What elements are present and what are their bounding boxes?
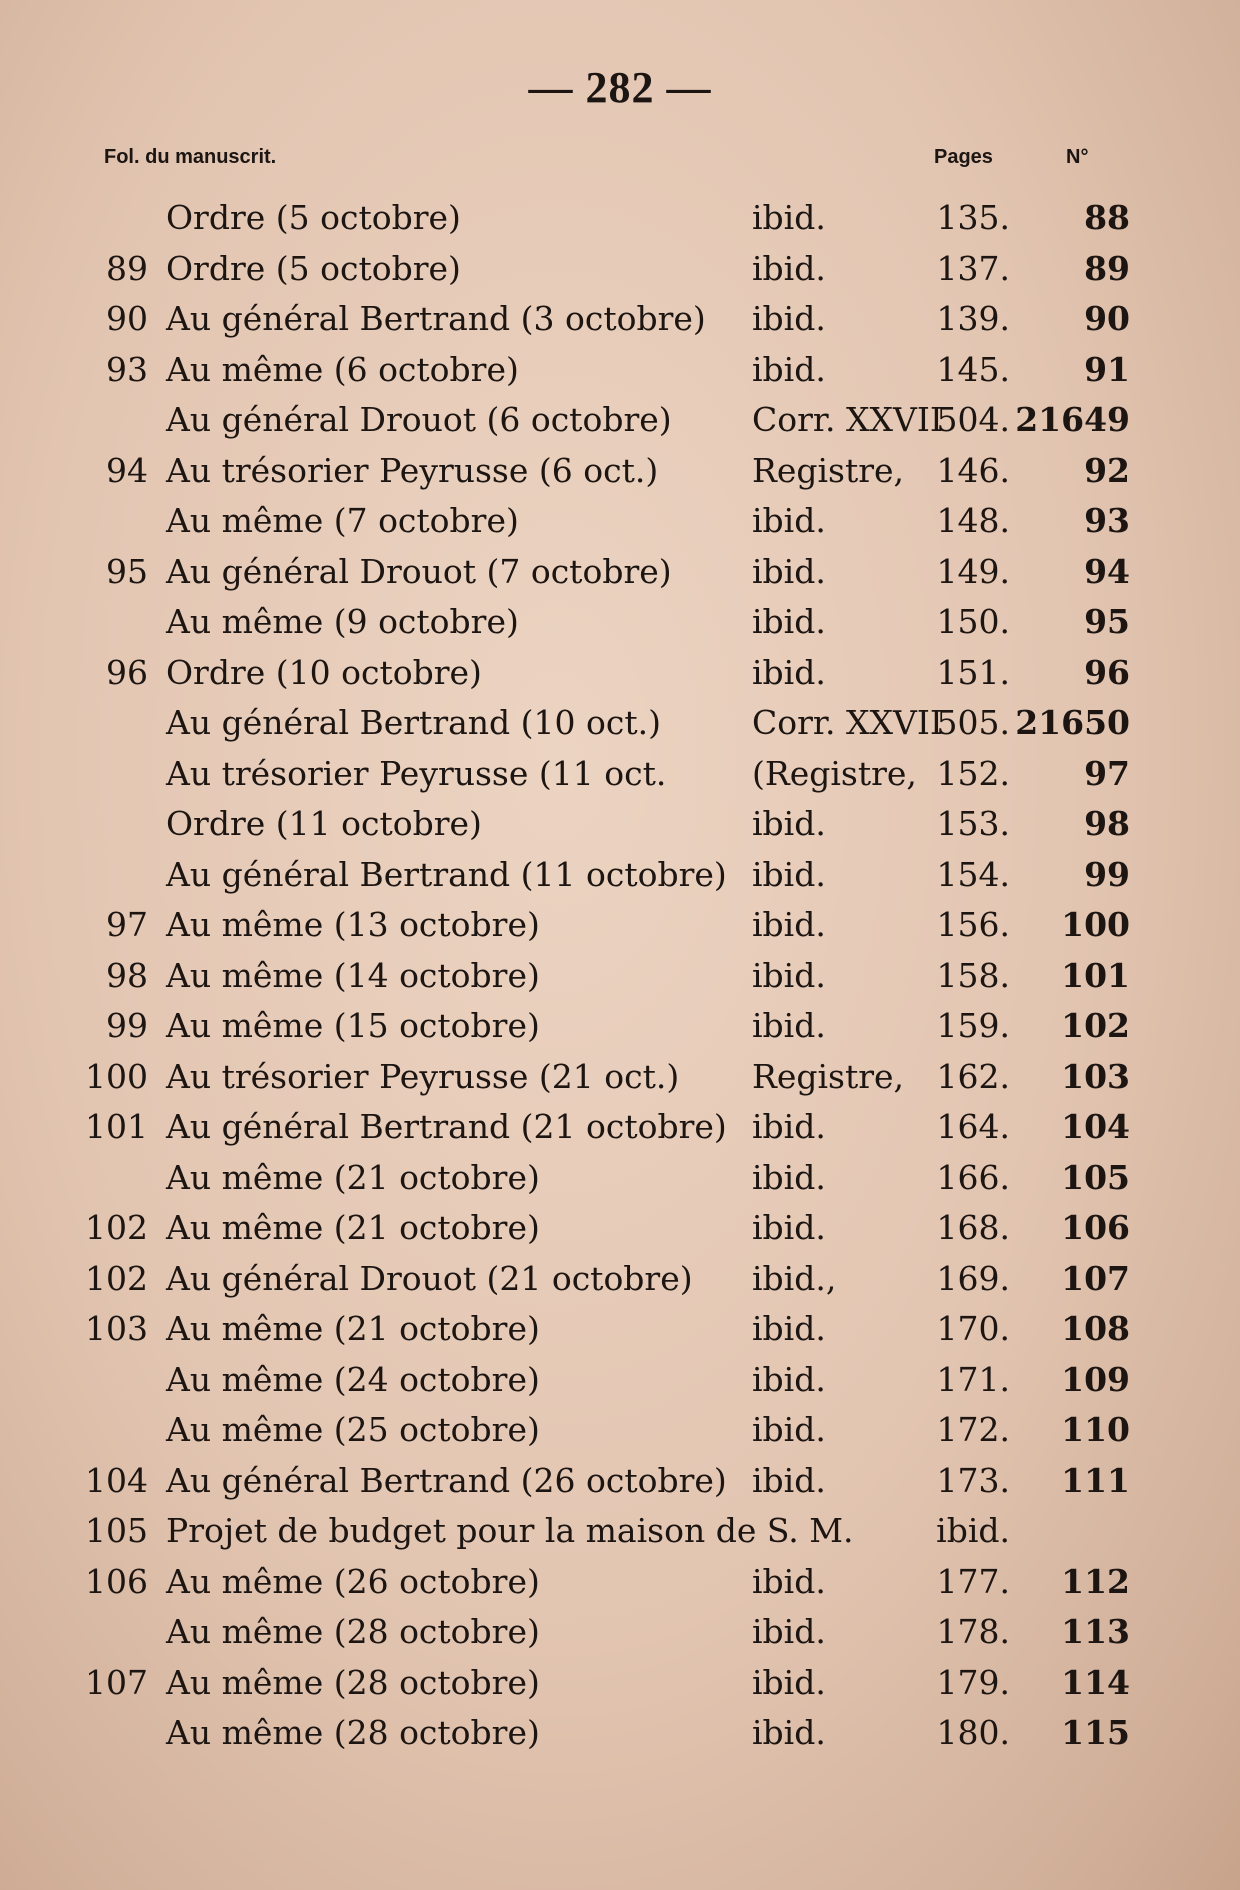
source-cell: ibid. [752, 1460, 826, 1500]
table-row [0, 900, 1240, 951]
page-cell: 505. [936, 703, 1010, 742]
page-cell: 156. [936, 905, 1010, 944]
title-cell: Au même (28 octobre) [166, 1662, 540, 1702]
title-cell: Au général Bertrand (3 octobre) [166, 299, 706, 338]
table-row [0, 698, 1240, 749]
folio-cell: 105 [85, 1511, 148, 1550]
table-row [0, 1506, 1240, 1557]
title-cell: Au même (7 octobre) [166, 501, 519, 540]
table-row [0, 446, 1240, 497]
source-cell: Registre, [752, 1056, 905, 1096]
folio-cell: 96 [106, 652, 148, 692]
page-cell: 149. [936, 551, 1010, 591]
source-cell: ibid., [752, 1258, 837, 1298]
page-cell: ibid. [936, 1511, 1010, 1550]
source-cell: ibid. [752, 1309, 826, 1348]
table-row [0, 951, 1240, 1002]
number-cell: 92 [1084, 450, 1130, 490]
table-row [0, 597, 1240, 648]
page-cell: 148. [936, 501, 1010, 540]
number-cell: 110 [1061, 1410, 1130, 1449]
title-cell: Au général Bertrand (10 oct.) [166, 703, 661, 742]
page-cell: 169. [936, 1258, 1010, 1298]
source-cell: Corr. XXVII [752, 400, 943, 439]
table-row [0, 1607, 1240, 1658]
title-cell: Ordre (10 octobre) [166, 652, 482, 692]
table-row [0, 648, 1240, 699]
source-cell: ibid. [752, 1006, 826, 1045]
source-cell: Registre, [752, 450, 905, 490]
source-cell: ibid. [752, 1208, 826, 1247]
folio-cell: 102 [85, 1258, 148, 1298]
number-cell: 91 [1084, 349, 1130, 389]
table-row [0, 1355, 1240, 1406]
table-row [0, 294, 1240, 345]
title-cell: Au même (15 octobre) [166, 1006, 540, 1045]
title-cell: Au trésorier Peyrusse (21 oct.) [166, 1056, 680, 1096]
folio-cell: 97 [106, 905, 148, 944]
source-cell: ibid. [752, 1410, 826, 1449]
table-row [0, 547, 1240, 598]
number-cell: 114 [1061, 1662, 1130, 1702]
page-number: — 282 — [528, 63, 712, 112]
table-row [0, 1102, 1240, 1153]
title-cell: Au même (21 octobre) [166, 1309, 540, 1348]
page-cell: 150. [936, 602, 1010, 641]
source-cell: ibid. [752, 349, 826, 389]
title-cell: Au même (26 octobre) [166, 1561, 540, 1601]
page-cell: 158. [936, 955, 1010, 995]
folio-cell: 106 [85, 1561, 148, 1601]
title-cell: Au trésorier Peyrusse (6 oct.) [166, 450, 659, 490]
folio-cell: 103 [85, 1309, 148, 1348]
source-cell: ibid. [752, 1359, 826, 1399]
title-cell: Au même (21 octobre) [166, 1208, 540, 1247]
number-cell: 106 [1061, 1208, 1130, 1247]
source-cell: ibid. [752, 905, 826, 944]
source-cell: ibid. [752, 1561, 826, 1601]
number-cell: 104 [1061, 1107, 1130, 1146]
table-row [0, 1203, 1240, 1254]
folio-cell: 94 [106, 450, 148, 490]
source-cell: ibid. [752, 501, 826, 540]
page-cell: 177. [936, 1561, 1010, 1601]
page-cell: 179. [936, 1662, 1010, 1702]
folio-cell: 90 [106, 299, 148, 338]
title-cell: Au même (14 octobre) [166, 955, 540, 995]
number-cell: 95 [1084, 602, 1130, 641]
source-cell: ibid. [752, 551, 826, 591]
title-cell: Au même (28 octobre) [166, 1612, 540, 1651]
title-cell: Au trésorier Peyrusse (11 oct. [166, 753, 667, 793]
table-row [0, 1708, 1240, 1759]
source-cell: ibid. [752, 652, 826, 692]
page-cell: 145. [936, 349, 1010, 389]
source-cell: ibid. [752, 1107, 826, 1146]
source-cell: Corr. XXVII [752, 703, 943, 742]
page-cell: 152. [936, 753, 1010, 793]
number-cell: 97 [1084, 753, 1130, 793]
number-cell: 101 [1061, 955, 1130, 995]
page-cell: 162. [936, 1056, 1010, 1096]
source-cell: ibid. [752, 1157, 826, 1197]
table-row [0, 1405, 1240, 1456]
table-header [0, 146, 1240, 176]
number-cell: 113 [1061, 1612, 1130, 1651]
title-cell: Au général Drouot (21 octobre) [166, 1258, 693, 1298]
folio-cell: 93 [106, 349, 148, 389]
table-row [0, 193, 1240, 244]
source-cell: ibid. [752, 955, 826, 995]
source-cell: ibid. [752, 602, 826, 641]
number-cell: 107 [1061, 1258, 1130, 1298]
page-cell: 166. [936, 1157, 1010, 1197]
page-cell: 137. [936, 248, 1010, 288]
page-cell: 504. [936, 400, 1010, 439]
table-row [0, 1557, 1240, 1608]
page-cell: 151. [936, 652, 1010, 692]
source-cell: (Registre, [752, 753, 917, 793]
header-number: N° [1066, 146, 1089, 168]
title-cell: Ordre (11 octobre) [166, 804, 482, 843]
folio-cell: 107 [85, 1662, 148, 1702]
table-row [0, 799, 1240, 850]
table-row [0, 345, 1240, 396]
number-cell: 90 [1084, 299, 1130, 338]
title-cell: Au général Bertrand (21 octobre) [166, 1107, 727, 1146]
page-cell: 146. [936, 450, 1010, 490]
title-cell: Au même (6 octobre) [166, 349, 519, 389]
number-cell: 99 [1084, 854, 1130, 894]
page-cell: 159. [936, 1006, 1010, 1045]
page-cell: 135. [936, 198, 1010, 237]
title-cell: Au même (25 octobre) [166, 1410, 540, 1449]
number-cell: 21650 [1015, 703, 1130, 742]
folio-cell: 98 [106, 955, 148, 995]
number-cell: 94 [1084, 551, 1130, 591]
number-cell: 98 [1084, 804, 1130, 843]
number-cell: 111 [1061, 1460, 1130, 1500]
title-cell: Ordre (5 octobre) [166, 248, 461, 288]
number-cell: 96 [1084, 652, 1130, 692]
number-cell: 105 [1061, 1157, 1130, 1197]
page-cell: 173. [936, 1460, 1010, 1500]
title-cell: Au général Bertrand (11 octobre) [166, 854, 727, 894]
source-cell: ibid. [752, 198, 826, 237]
folio-cell: 99 [106, 1006, 148, 1045]
page-cell: 168. [936, 1208, 1010, 1247]
title-cell: Au même (21 octobre) [166, 1157, 540, 1197]
table-row [0, 1001, 1240, 1052]
number-cell: 88 [1084, 198, 1130, 237]
header-folio: Fol. du manuscrit. [104, 146, 277, 168]
title-cell: Au même (28 octobre) [166, 1713, 540, 1752]
page-cell: 172. [936, 1410, 1010, 1449]
table-row [0, 1153, 1240, 1204]
folio-cell: 100 [85, 1056, 148, 1096]
table-row [0, 749, 1240, 800]
page-cell: 180. [936, 1713, 1010, 1752]
table-row [0, 1052, 1240, 1103]
title-cell: Projet de budget pour la maison de S. M. [166, 1511, 854, 1550]
source-cell: ibid. [752, 1612, 826, 1651]
number-cell: 108 [1061, 1309, 1130, 1348]
source-cell: ibid. [752, 1662, 826, 1702]
table-row [0, 1658, 1240, 1709]
page-cell: 153. [936, 804, 1010, 843]
number-cell: 21649 [1015, 400, 1130, 439]
table-row [0, 395, 1240, 446]
title-cell: Au même (13 octobre) [166, 905, 540, 944]
number-cell: 103 [1061, 1056, 1130, 1096]
page-cell: 164. [936, 1107, 1010, 1146]
table-row [0, 1254, 1240, 1305]
table-row [0, 850, 1240, 901]
page-cell: 178. [936, 1612, 1010, 1651]
folio-cell: 101 [85, 1107, 148, 1146]
index-table [0, 193, 1240, 1759]
source-cell: ibid. [752, 248, 826, 288]
page-cell: 139. [936, 299, 1010, 338]
table-row [0, 244, 1240, 295]
number-cell: 109 [1061, 1359, 1130, 1399]
number-cell: 100 [1061, 905, 1130, 944]
title-cell: Au même (9 octobre) [166, 602, 519, 641]
table-row [0, 1304, 1240, 1355]
header-pages: Pages [934, 146, 993, 168]
number-cell: 115 [1061, 1713, 1130, 1752]
table-row [0, 496, 1240, 547]
number-cell: 112 [1061, 1561, 1130, 1601]
title-cell: Au même (24 octobre) [166, 1359, 540, 1399]
title-cell: Ordre (5 octobre) [166, 198, 461, 237]
source-cell: ibid. [752, 854, 826, 894]
folio-cell: 104 [85, 1460, 148, 1500]
title-cell: Au général Bertrand (26 octobre) [166, 1460, 727, 1500]
source-cell: ibid. [752, 804, 826, 843]
folio-cell: 89 [106, 248, 148, 288]
title-cell: Au général Drouot (6 octobre) [166, 400, 672, 439]
number-cell: 89 [1084, 248, 1130, 288]
source-cell: ibid. [752, 299, 826, 338]
page-cell: 170. [936, 1309, 1010, 1348]
folio-cell: 95 [106, 551, 148, 591]
title-cell: Au général Drouot (7 octobre) [166, 551, 672, 591]
number-cell: 93 [1084, 501, 1130, 540]
number-cell: 102 [1061, 1006, 1130, 1045]
page-cell: 154. [936, 854, 1010, 894]
page-cell: 171. [936, 1359, 1010, 1399]
source-cell: ibid. [752, 1713, 826, 1752]
table-row [0, 1456, 1240, 1507]
folio-cell: 102 [85, 1208, 148, 1247]
